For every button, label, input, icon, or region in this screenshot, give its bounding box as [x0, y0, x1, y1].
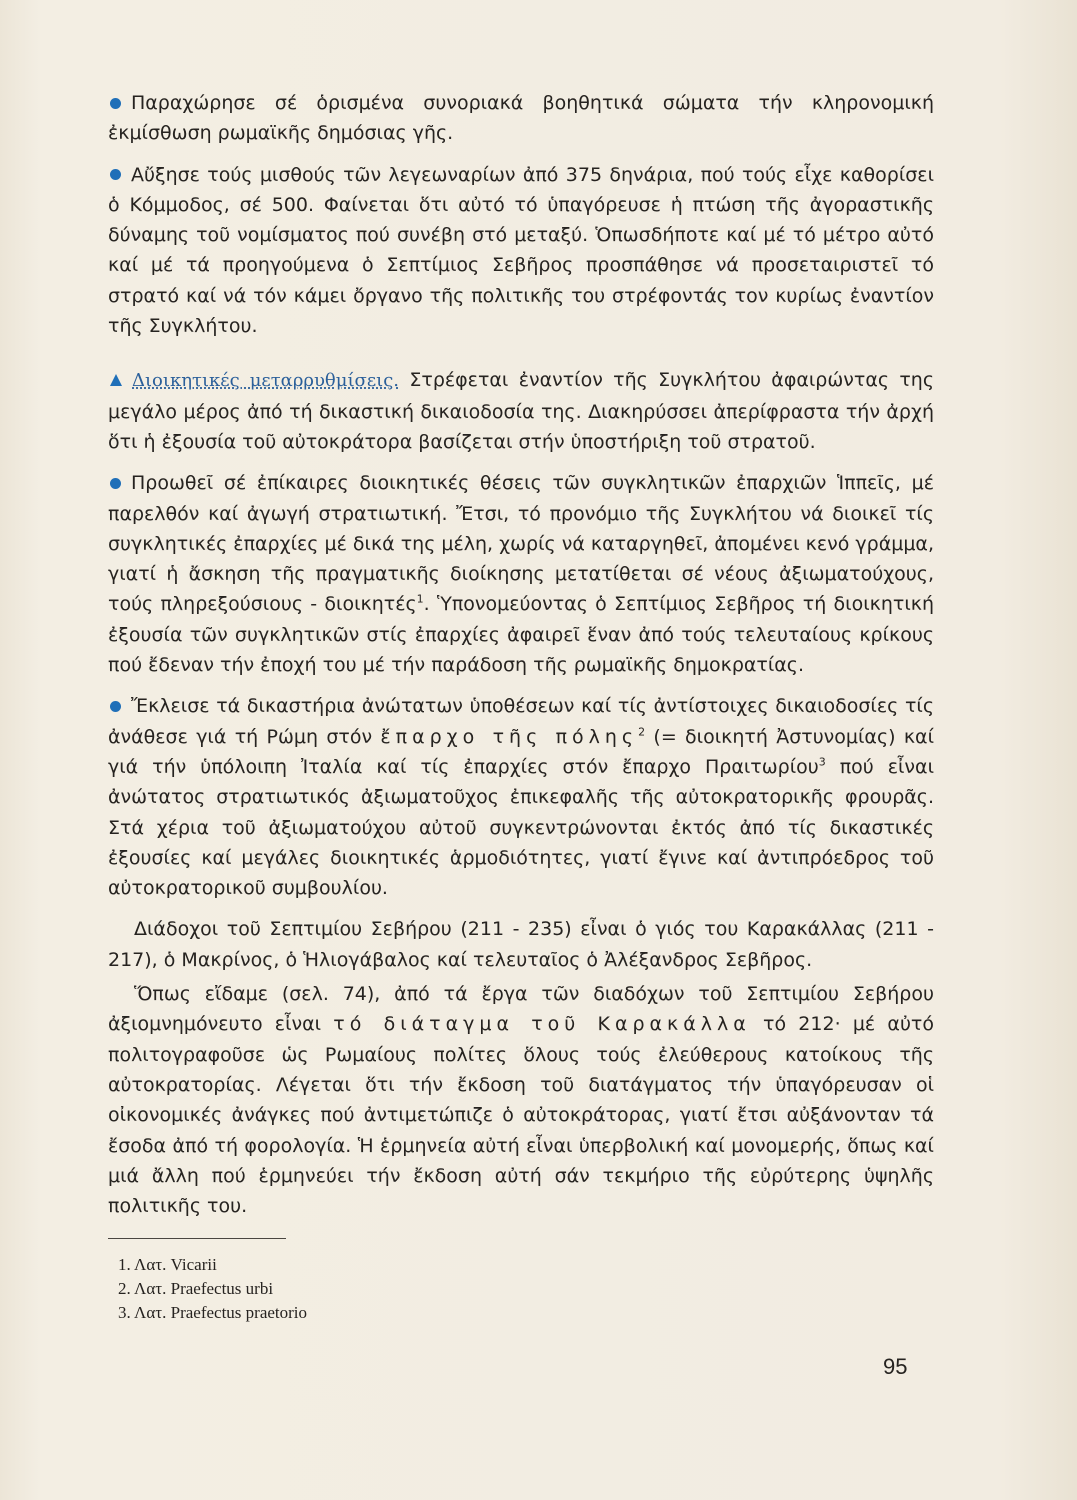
- bullet-icon: [110, 169, 121, 180]
- footnote-ref-1: 1: [416, 593, 424, 607]
- paragraph-7: Ὅπως εἴδαμε (σελ. 74), ἀπό τά ἔργα τῶν διαδόχων τοῦ Σεπτιμίου Σεβήρου ἀξιομνημόνευτο εἶναι τό διάταγμα τοῦ Καρακάλλα τό 212· μέ αὐτό πολιτογραφοῦσε ὡς Ρωμαίους πολίτες ὅλους τούς ἐλεύθερους κατοίκους τῆς αὐτοκρατορίας. Λέγεται ὅτι τήν ἔκδοση τοῦ διατάγματος τήν ὑπαγόρευσαν οἱ οἰκονομικές ἀνάγκες πού ἀντιμετώπιζε ὁ αὐτοκράτορας, γιατί ἔτσι αὐξάνονταν τά ἔσοδα ἀπό τή φορολογία. Ἡ ἑρμηνεία αὐτή εἶναι ὑπερβολική καί μονομερής, ὅπως καί μιά ἄλλη πού ἑρμηνεύει τήν ἔκδοση αὐτή σάν τεκμήριο τῆς εὐρύτερης ὑψηλῆς πολιτικῆς του.: [108, 983, 934, 1218]
- footnote-2: 2. Λατ. Praefectus urbi: [118, 1279, 274, 1298]
- triangle-icon: [110, 374, 122, 386]
- bullet-icon: [110, 98, 121, 109]
- bullet-icon: [110, 701, 121, 712]
- paragraph-4: Προωθεῖ σέ ἐπίκαιρες διοικητικές θέσεις τῶν συγκλητικῶν ἐπαρχιῶν Ἱππεῖς, μέ παρελθόν καί ἀγωγή στρατιωτική. Ἔτσι, τό προνόμιο τῆς Συγκλήτου νά διοικεῖ τίς συγκλητικές ἐπαρχίες μέ δικά της μέλη, χωρίς νά καταργηθεῖ, ἀπομένει κενό γράμμα, γιατί ἡ ἄσκηση τῆς πραγματικῆς διοίκησης μετατίθεται σέ νέους ἀξιωματούχους, τούς πληρεξούσιους - διοικητές$^1$. Ὑπονομεύοντας ὁ Σεπτίμιος Σεβῆρος τή διοικητική ἐξουσία τῶν συγκλητικῶν στίς ἐπαρχίες ἀφαιρεῖ ἕναν ἀπό τούς τελευταίους κρίκους πού ἔδεναν τήν ἐποχή του μέ τήν παράδοση τῆς ρωμαϊκῆς δημοκρατίας.: [108, 472, 934, 677]
- footnote-ref-3: 3: [818, 755, 826, 769]
- paragraph-1: Παραχώρησε σέ ὁρισμένα συνοριακά βοηθητικά σώματα τήν κληρονομική ἐκμίσθωση ρωμαϊκῆς δημόσιας γῆς.: [108, 92, 934, 145]
- footnotes: [118, 1253, 307, 1325]
- section-heading: Διοικητικές μεταρρυθμίσεις.: [132, 370, 400, 392]
- paragraph-6: Διάδοχοι τοῦ Σεπτιμίου Σεβήρου (211 - 235) εἶναι ὁ γιός του Καρακάλλας (211 - 217), ὁ Μακρίνος, ὁ Ἡλιογάβαλος καί τελευταῖος ὁ Ἀλέξανδρος Σεβῆρος.: [108, 918, 934, 971]
- footnote-1: 1. Λατ. Vicarii: [118, 1255, 217, 1274]
- footnote-divider: [108, 1238, 286, 1239]
- bullet-icon: [110, 478, 121, 489]
- paragraph-3: Διοικητικές μεταρρυθμίσεις. Στρέφεται ἐναντίον τῆς Συγκλήτου ἀφαιρώντας της μεγάλο μέρος ἀπό τή δικαστική δικαιοδοσία της. Διακηρύσσει ἀπερίφραστα τήν ἀρχή ὅτι ἡ ἐξουσία τοῦ αὐτοκράτορα βασίζεται στήν ὑποστήριξη τοῦ στρατοῦ.: [108, 369, 934, 453]
- paragraph-2: Αὔξησε τούς μισθούς τῶν λεγεωναρίων ἀπό 375 δηνάρια, πού τούς εἶχε καθορίσει ὁ Κόμμοδος, σέ 500. Φαίνεται ὅτι αὐτό τό ὑπαγόρευσε ἡ πτώση τῆς ἀγοραστικῆς δύναμης τοῦ νομίσματος πού συνέβη στό μεταξύ. Ὁπωσδήποτε καί μέ τό μέτρο αὐτό καί μέ τά προηγούμενα ὁ Σεπτίμιος Σεβῆρος προσπάθησε νά προσεταιριστεῖ τό στρατό καί νά τόν κάμει ὄργανο τῆς πολιτικῆς του στρέφοντάς τον κυρίως ἐναντίον τῆς Συγκλήτου.: [108, 163, 934, 338]
- main-text: [108, 88, 934, 1225]
- footnote-3: 3. Λατ. Praefectus praetorio: [118, 1303, 308, 1322]
- footnote-ref-2: 2: [638, 725, 646, 739]
- paragraph-5: Ἔκλεισε τά δικαστήρια ἀνώτατων ὑποθέσεων καί τίς ἀντίστοιχες δικαιοδοσίες τίς ἀνάθεσε γιά τή Ρώμη στόν ἔπαρχο τῆς πόλης$^2$ (= διοικητή Ἀστυνομίας) καί γιά τήν ὑπόλοιπη Ἰταλία καί τίς ἐπαρχίες στόν ἔπαρχο Πραιτωρίου$^3$ πού εἶναι ἀνώτατος στρατιωτικός ἀξιωματοῦχος ἐπικεφαλῆς τῆς αὐτοκρατορικῆς φρουρᾶς. Στά χέρια τοῦ ἀξιωματούχου αὐτοῦ συγκεντρώνονται ἐκτός ἀπό τίς δικαστικές ἐξουσίες καί μεγάλες διοικητικές ἁρμοδιότητες, γιατί ἔγινε καί ἀντιπρόεδρος τοῦ αὐτοκρατορικοῦ συμβουλίου.: [108, 695, 935, 900]
- page-number: 95: [883, 1354, 908, 1379]
